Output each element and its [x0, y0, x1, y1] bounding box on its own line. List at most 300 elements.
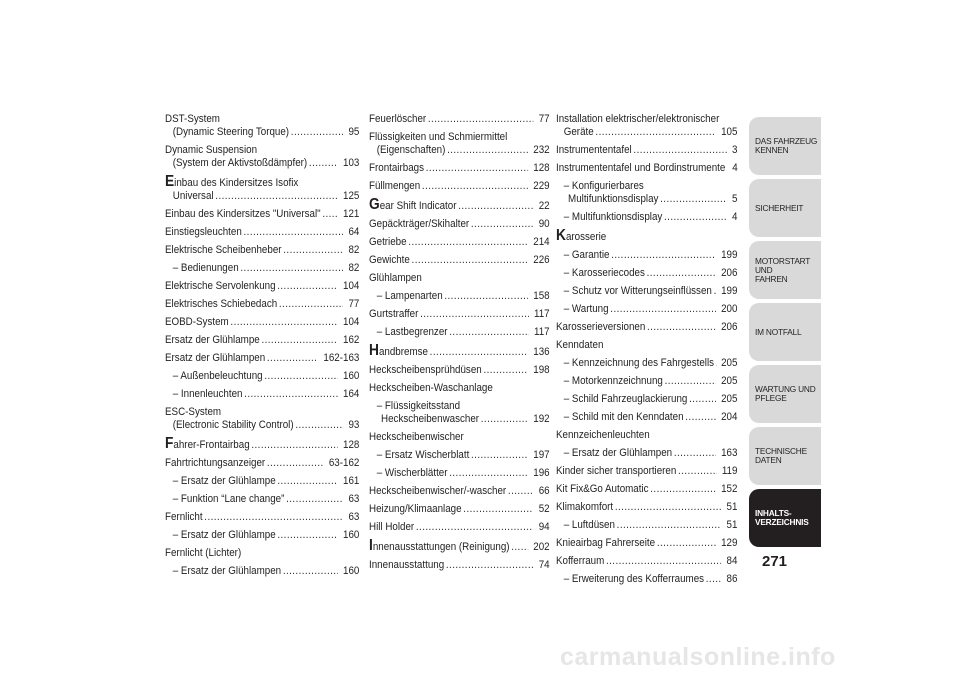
index-page-number: 163 — [721, 447, 738, 459]
index-entry-line — [556, 537, 737, 550]
dot-leader — [244, 226, 344, 239]
index-entry-line — [369, 272, 550, 285]
index-entry-text — [556, 144, 632, 157]
dot-leader — [617, 519, 722, 532]
dot-leader — [264, 370, 338, 383]
index-entry-text — [556, 339, 603, 352]
index-entry-text — [369, 431, 464, 444]
index-entry — [369, 467, 550, 480]
section-initial-letter: G — [369, 196, 380, 213]
index-entry — [556, 162, 737, 175]
index-entry-label: – Kennzeichnung des Fahrgestells — [563, 357, 715, 369]
index-entry-line — [556, 429, 737, 442]
index-entry-text — [173, 157, 307, 170]
index-entry-label: Instrumententafel — [556, 144, 632, 156]
index-entry-text — [556, 162, 725, 175]
index-entry-text — [165, 352, 265, 365]
index-entry-line — [556, 573, 737, 586]
index-entry-label: Hill Holder — [369, 521, 415, 533]
index-entry-label: – Bedienungen — [172, 262, 239, 274]
index-entry-line — [556, 267, 737, 280]
index-page-number: 229 — [533, 180, 550, 192]
index-entry — [556, 321, 737, 334]
index-entry — [165, 388, 359, 401]
index-entry-label: EOBD-System — [165, 316, 229, 328]
index-entry — [165, 262, 359, 275]
chapter-tab-label: SICHERHEIT — [755, 202, 804, 213]
index-entry — [556, 483, 737, 496]
dot-leader — [240, 262, 343, 275]
index-entry-label: Heckscheibenwischer — [369, 431, 464, 443]
index-entry-line — [165, 190, 359, 203]
index-entry — [556, 211, 737, 224]
dot-leader — [279, 298, 343, 311]
index-entry-label: Kenndaten — [556, 339, 604, 351]
dot-leader — [426, 162, 528, 175]
dot-leader — [471, 449, 528, 462]
index-entry-text — [564, 447, 672, 460]
index-entry-label: Fernlicht — [165, 511, 203, 523]
index-entry-line — [165, 457, 359, 470]
index-entry — [556, 519, 737, 532]
index-entry-line — [165, 388, 359, 401]
index-entry — [369, 131, 550, 157]
index-entry — [369, 218, 550, 231]
index-entry — [369, 344, 550, 359]
index-entry-line — [165, 529, 359, 542]
index-page-number: 205 — [721, 375, 738, 387]
index-entry-text — [377, 400, 460, 413]
index-entry-label: Kofferraum — [556, 555, 605, 567]
index-entry-text — [165, 226, 242, 239]
index-entry-text — [564, 375, 663, 388]
index-entry-label: Ersatz der Glühlampe — [165, 334, 260, 346]
index-entry-label: Getriebe — [369, 236, 407, 248]
index-entry — [165, 226, 359, 239]
dot-leader — [449, 467, 528, 480]
index-entry-line — [165, 352, 359, 365]
index-entry — [369, 326, 550, 339]
index-entry-line — [165, 511, 359, 524]
index-entry-label: Heizung/Klimaanlage — [369, 503, 462, 515]
index-entry — [369, 431, 550, 444]
index-entry-text — [165, 406, 221, 419]
index-entry-text — [564, 393, 688, 406]
dot-leader — [267, 457, 324, 470]
index-entry-text — [165, 511, 203, 524]
index-entry-label: (Electronic Stability Control) — [172, 419, 294, 431]
index-entry-text — [173, 388, 243, 401]
index-entry-label: – Ersatz der Glühlampe — [172, 529, 276, 541]
index-page-number: 197 — [533, 449, 550, 461]
index-entry-label: Glühlampen — [369, 272, 422, 284]
index-entry-line — [556, 555, 737, 568]
index-entry-text — [377, 449, 470, 462]
index-page-number: 4 — [732, 162, 738, 174]
dot-leader — [610, 303, 716, 316]
index-entry — [369, 449, 550, 462]
index-entry-label: nnenausstattungen (Reinigung) — [372, 541, 510, 553]
index-entry-label: – Lampenarten — [376, 290, 443, 302]
index-entry-line — [165, 370, 359, 383]
dot-leader — [322, 208, 338, 221]
index-entry-label: Elektrische Scheibenheber — [165, 244, 282, 256]
index-entry-line — [556, 126, 737, 139]
index-entry-line — [369, 467, 550, 480]
index-entry — [165, 511, 359, 524]
index-entry — [556, 144, 737, 157]
chapter-tab[interactable] — [749, 365, 821, 423]
index-entry-label: (Dynamic Steering Torque) — [172, 126, 290, 138]
index-entry-line — [369, 180, 550, 193]
index-entry-text — [165, 457, 265, 470]
index-page-number: 103 — [343, 157, 360, 169]
index-entry-line — [369, 131, 550, 144]
index-entry-text — [369, 131, 507, 144]
index-page-number: 3 — [732, 144, 738, 156]
index-entry-label: – Garantie — [563, 249, 610, 261]
index-entry-line — [556, 357, 737, 370]
index-entry — [369, 272, 550, 285]
index-entry-line — [556, 447, 737, 460]
index-entry-label: ear Shift Indicator — [379, 200, 457, 212]
index-entry-line — [556, 375, 737, 388]
index-entry-label: Einbau des Kindersitzes "Universal" — [165, 208, 321, 220]
index-page-number: 82 — [348, 244, 360, 256]
index-entry-label: Elektrisches Schiebedach — [165, 298, 278, 310]
index-entry-line — [369, 236, 550, 249]
index-page-number: 104 — [343, 280, 360, 292]
index-entry — [165, 406, 359, 432]
index-entry-text — [165, 208, 321, 221]
chapter-tab-label: INHALTS- VERZEICHNIS — [755, 508, 809, 527]
index-entry — [369, 180, 550, 193]
dot-leader — [295, 419, 343, 432]
dot-leader — [447, 144, 528, 157]
index-entry-text — [369, 113, 426, 126]
index-entry-label: Gepäckträger/Skihalter — [369, 218, 470, 230]
index-entry-label: andbremse — [378, 346, 428, 358]
index-entry-label: – Flüssigkeitsstand — [376, 400, 461, 412]
index-entry-text — [173, 565, 281, 578]
index-page-number: 63 — [348, 493, 360, 505]
chapter-tab-label: TECHNISCHE DATEN — [755, 446, 807, 465]
index-entry-label: Klimakomfort — [556, 501, 614, 513]
index-entry-label: Heckscheibensprühdüsen — [369, 364, 482, 376]
index-page-number: 128 — [343, 439, 360, 451]
index-entry-line — [556, 501, 737, 514]
index-entry-line — [369, 449, 550, 462]
index-page-number: 104 — [343, 316, 360, 328]
index-entry-line — [165, 208, 359, 221]
index-entry — [369, 400, 550, 426]
dot-leader — [416, 521, 534, 534]
index-entry-line — [556, 193, 737, 206]
dot-leader — [706, 573, 722, 586]
index-entry-line — [165, 298, 359, 311]
index-entry-label: ESC-System — [165, 406, 222, 418]
index-entry-label: – Schild mit den Kenndaten — [563, 411, 684, 423]
index-entry-line — [369, 144, 550, 157]
index-entry-line — [556, 229, 737, 244]
chapter-tab[interactable] — [749, 117, 821, 175]
index-entry-label: Multifunktionsdisplay — [568, 193, 659, 205]
index-entry-line — [369, 539, 550, 554]
index-entry-line — [369, 400, 550, 413]
index-entry-text — [556, 537, 655, 550]
index-entry-label: – Funktion “Lane change” — [172, 493, 285, 505]
index-entry-line — [369, 559, 550, 572]
dot-leader — [689, 393, 716, 406]
index-entry-line — [165, 175, 359, 190]
index-entry-label: – Ersatz der Glühlampen — [563, 447, 673, 459]
chapter-tab[interactable] — [749, 427, 821, 485]
index-entry-text — [564, 180, 644, 193]
index-entry — [165, 547, 359, 560]
index-entry-text — [165, 280, 276, 293]
index-entry-label: ahrer-Frontairbag — [173, 439, 250, 451]
dot-leader — [664, 211, 727, 224]
index-entry — [556, 180, 737, 206]
index-entry — [556, 447, 737, 460]
index-entry — [369, 503, 550, 516]
index-entry-line — [369, 413, 550, 426]
index-entry-text — [369, 272, 422, 285]
index-entry — [556, 267, 737, 280]
chapter-tabs — [749, 117, 821, 551]
index-entry-text — [173, 126, 289, 139]
index-page-number: 121 — [343, 208, 360, 220]
index-entry-line — [369, 344, 550, 359]
watermark: carmanualsonline.info — [560, 643, 836, 671]
index-entry-text — [564, 303, 609, 316]
index-entry-label: – Schild Fahrzeuglackierung — [563, 393, 688, 405]
dot-leader — [650, 483, 716, 496]
index-entry-text — [369, 308, 418, 321]
index-entry-label: Installation elektrischer/elektronischer — [556, 113, 720, 125]
index-entry-text — [369, 559, 444, 572]
index-entry — [556, 537, 737, 550]
index-entry-line — [556, 411, 737, 424]
index-page-number: 119 — [721, 465, 738, 477]
index-page-number: 202 — [533, 541, 550, 553]
dot-leader — [230, 316, 337, 329]
index-entry — [165, 352, 359, 365]
dot-leader — [444, 290, 528, 303]
index-page-number: 152 — [721, 483, 738, 495]
dot-leader — [458, 200, 533, 213]
index-page-number: 198 — [533, 364, 550, 376]
index-entry — [165, 475, 359, 488]
chapter-tab[interactable] — [749, 241, 821, 299]
index-entry — [369, 198, 550, 213]
index-entry-line — [165, 157, 359, 170]
index-entry-label: Geräte — [563, 126, 594, 138]
index-page-number: 158 — [533, 290, 550, 302]
dot-leader — [261, 334, 337, 347]
index-page-number: 52 — [538, 503, 550, 515]
index-entry — [556, 375, 737, 388]
index-entry-label: – Karosseriecodes — [563, 267, 645, 279]
index-entry-line — [165, 493, 359, 506]
index-entry-line — [556, 249, 737, 262]
index-entry-text — [377, 326, 448, 339]
index-entry-line — [369, 113, 550, 126]
index-entry-label: Kinder sicher transportieren — [556, 465, 677, 477]
index-entry — [556, 303, 737, 316]
index-page-number: 160 — [343, 529, 360, 541]
index-entry — [369, 364, 550, 377]
index-entry-label: – Innenleuchten — [172, 388, 243, 400]
index-entry — [165, 175, 359, 203]
index-column-1 — [165, 113, 359, 583]
index-entry-label: Fahrtrichtungsanzeiger — [165, 457, 266, 469]
dot-leader — [420, 308, 529, 321]
index-entry-label: Einstiegsleuchten — [165, 226, 242, 238]
dot-leader — [508, 485, 534, 498]
index-entry — [165, 316, 359, 329]
index-entry-text — [377, 290, 443, 303]
index-entry-line — [165, 144, 359, 157]
chapter-tab[interactable] — [749, 489, 821, 547]
index-entry — [556, 555, 737, 568]
index-entry-line — [556, 465, 737, 478]
index-entry-label: Universal — [172, 190, 214, 202]
index-page-number: 161 — [343, 475, 360, 487]
index-entry-line — [369, 364, 550, 377]
index-entry-line — [556, 180, 737, 193]
index-entry-text — [165, 334, 260, 347]
index-entry-text — [369, 344, 428, 359]
index-page-number: 206 — [721, 267, 738, 279]
chapter-tab-label: IM NOTFALL — [755, 326, 802, 337]
index-entry — [165, 244, 359, 257]
index-entry-line — [369, 382, 550, 395]
index-page-number: 129 — [721, 537, 738, 549]
index-entry-text — [556, 229, 606, 244]
index-entry — [165, 144, 359, 170]
chapter-tab[interactable] — [749, 179, 821, 237]
index-entry-line — [369, 431, 550, 444]
index-entry — [165, 334, 359, 347]
index-entry-label: (Eigenschaften) — [376, 144, 446, 156]
dot-leader — [430, 346, 528, 359]
index-entry-line — [369, 521, 550, 534]
index-entry-line — [165, 419, 359, 432]
index-entry-label: Frontairbags — [369, 162, 424, 174]
index-page-number: 105 — [721, 126, 738, 138]
index-entry — [369, 290, 550, 303]
index-page-number: 164 — [343, 388, 360, 400]
index-entry — [165, 529, 359, 542]
dot-leader — [283, 244, 343, 257]
index-entry-label: DST-System — [165, 113, 220, 125]
index-entry-label: Instrumententafel und Bordinstrumente — [556, 162, 726, 174]
index-page-number: 63 — [348, 511, 360, 523]
index-entry-text — [564, 285, 712, 298]
dot-leader — [633, 144, 726, 157]
index-page-number: 205 — [721, 393, 738, 405]
index-entry-text — [564, 249, 610, 262]
index-page-number: 63-162 — [328, 457, 360, 469]
index-page-number: 84 — [726, 555, 738, 567]
section-initial-letter: F — [165, 435, 174, 452]
index-entry-line — [556, 211, 737, 224]
dot-leader — [615, 501, 722, 514]
dot-leader — [286, 493, 343, 506]
index-entry-label: – Multifunktionsdisplay — [563, 211, 663, 223]
dot-leader — [215, 190, 338, 203]
index-entry-label: (System der Aktivstoßdämpfer) — [172, 157, 308, 169]
index-entry — [369, 308, 550, 321]
index-entry-text — [165, 547, 241, 560]
index-entry-label: Kennzeichenleuchten — [556, 429, 650, 441]
index-entry-line — [556, 519, 737, 532]
index-entry — [556, 249, 737, 262]
index-entry-text — [173, 419, 294, 432]
index-entry-line — [556, 144, 737, 157]
dot-leader — [481, 413, 528, 426]
index-entry-text — [377, 467, 448, 480]
index-entry — [556, 501, 737, 514]
index-entry-label: Heckscheiben-Waschanlage — [369, 382, 493, 394]
index-page-number: 77 — [348, 298, 360, 310]
index-entry-text — [564, 519, 615, 532]
index-column-3 — [556, 113, 737, 591]
index-entry-line — [369, 290, 550, 303]
index-entry-line — [369, 162, 550, 175]
index-entry — [369, 236, 550, 249]
dot-leader — [647, 321, 716, 334]
index-entry-label: – Außenbeleuchtung — [172, 370, 263, 382]
dot-leader — [511, 541, 528, 554]
dot-leader — [309, 157, 338, 170]
index-entry-label: Elektrische Servolenkung — [165, 280, 276, 292]
dot-leader — [412, 254, 529, 267]
index-entry-text — [377, 144, 446, 157]
index-page-number: 200 — [721, 303, 738, 315]
dot-leader — [678, 465, 717, 478]
index-page-number: 232 — [533, 144, 550, 156]
index-page-number: 4 — [732, 211, 738, 223]
index-page-number: 51 — [726, 519, 738, 531]
index-entry-text — [173, 370, 263, 383]
dot-leader — [606, 555, 721, 568]
section-initial-letter: H — [369, 342, 379, 359]
dot-leader — [647, 267, 716, 280]
index-entry-text — [173, 262, 239, 275]
index-entry-label: – Ersatz der Glühlampe — [172, 475, 276, 487]
dot-leader — [674, 447, 716, 460]
chapter-tab-label: WARTUNG UND PFLEGE — [755, 384, 816, 403]
index-entry-line — [165, 280, 359, 293]
chapter-tab-label: DAS FAHRZEUG KENNEN — [755, 136, 818, 155]
index-entry-text — [564, 211, 663, 224]
index-entry-line — [369, 218, 550, 231]
dot-leader — [449, 326, 529, 339]
dot-leader — [446, 559, 534, 572]
index-entry-line — [165, 262, 359, 275]
index-entry — [165, 493, 359, 506]
index-entry-label: Flüssigkeiten und Schmiermittel — [369, 131, 508, 143]
index-entry-text — [381, 413, 479, 426]
index-entry — [556, 229, 737, 244]
index-entry-text — [369, 364, 482, 377]
chapter-tab[interactable] — [749, 303, 821, 361]
dot-leader — [251, 439, 337, 452]
index-entry — [369, 521, 550, 534]
index-entry-text — [173, 493, 285, 506]
